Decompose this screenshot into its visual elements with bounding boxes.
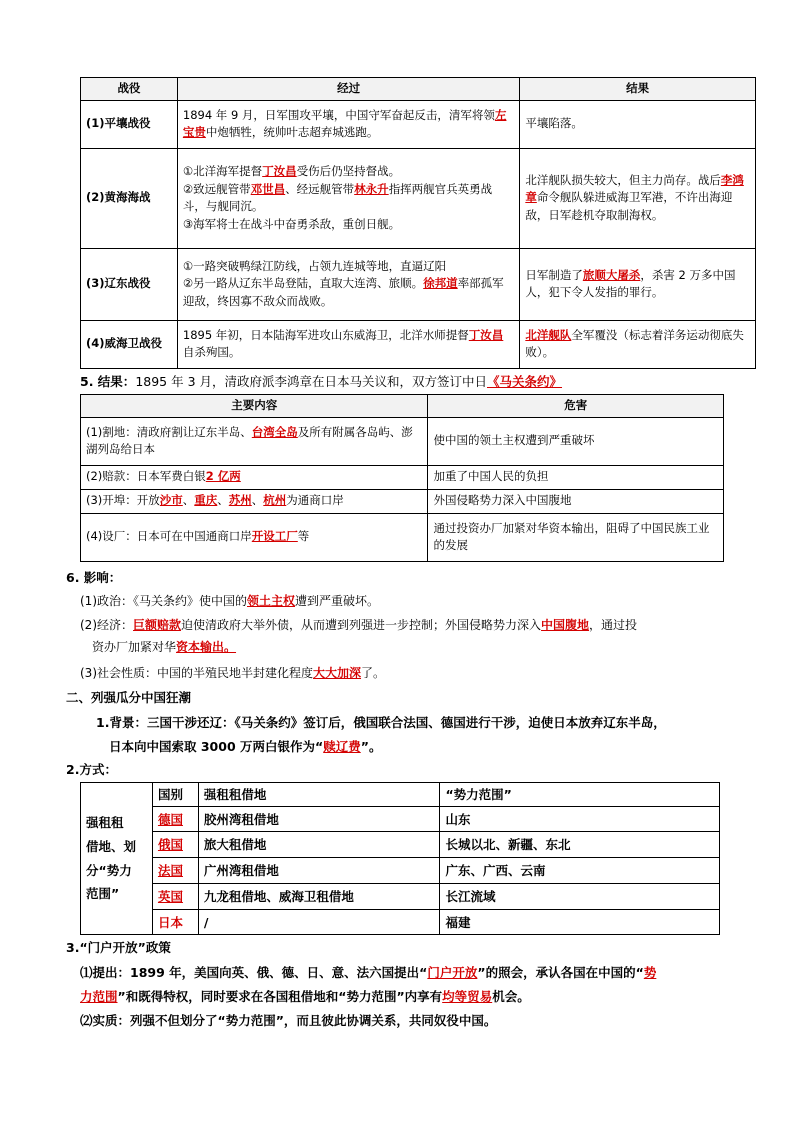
- side-label-line: 范围”: [86, 886, 120, 902]
- spheres-table: [80, 782, 720, 935]
- spheres-side-label: [81, 783, 153, 935]
- cell-line: [525, 327, 750, 363]
- treaty-harm: 外国侵略势力深入中国腹地: [428, 489, 724, 513]
- cell-line: [183, 181, 514, 217]
- text-segment: (2)赔款：日本军费白银: [86, 469, 206, 484]
- battles-header-cell: 结果: [520, 78, 756, 101]
- highlight-term: 资本输出。: [176, 640, 237, 654]
- highlight-term: 杭州: [263, 493, 287, 508]
- sphere-cell: 长城以北、新疆、东北: [440, 832, 720, 858]
- text-segment: 日军制造了: [525, 267, 583, 282]
- lease-cell: 旅大租借地: [198, 832, 440, 858]
- treaty-header-cell: 危害: [428, 395, 724, 418]
- spheres-header-cell: 国别: [152, 783, 198, 807]
- text-segment: 了。: [361, 666, 386, 680]
- treaty-row: [81, 465, 724, 489]
- highlight-term: 苏州: [228, 493, 252, 508]
- spheres-row: [81, 807, 720, 832]
- highlight-term: 台湾全岛: [251, 424, 298, 439]
- highlight-term: 中国腹地: [541, 618, 590, 632]
- spheres-row: [81, 858, 720, 884]
- lease-cell: 九龙租借地、威海卫租借地: [198, 884, 440, 910]
- side-label-line: 分“势力: [86, 862, 132, 878]
- highlight-term: 开设工厂: [251, 529, 298, 544]
- open-door-line-1: [80, 963, 656, 983]
- text-segment: 、经远舰管带: [285, 181, 355, 196]
- section5-line: [80, 372, 562, 392]
- spheres-row: [81, 910, 720, 935]
- section5-label: 5. 结果：: [80, 374, 136, 389]
- text-segment: 遭到严重破坏。: [295, 594, 380, 608]
- text-segment: (2)经济：: [80, 618, 133, 632]
- background-line-2: [109, 737, 381, 757]
- cell-line: [183, 216, 514, 234]
- text-segment: 平壤陷落。: [525, 116, 583, 131]
- cell-line: [183, 327, 514, 363]
- text-segment: (1)割地：清政府割让辽东半岛、: [86, 424, 252, 439]
- section5-text: 1895 年 3 月，清政府派李鸿章在日本马关议和，双方签订中日: [135, 374, 487, 389]
- impact-item: [92, 638, 236, 657]
- text-segment: 1894 年 9 月，日军围攻平壤，中国守军奋起反击，清军将领: [182, 107, 495, 122]
- battles-header-cell: 战役: [81, 78, 178, 101]
- cell-line: [183, 275, 514, 311]
- battle-name: (3)辽东战役: [81, 248, 178, 320]
- text-segment: 受伤后仍坚持督战。: [296, 163, 401, 178]
- battle-process: [177, 148, 519, 248]
- method-label: 2.方式：: [66, 762, 117, 777]
- treaty-content: [81, 513, 428, 561]
- section6-label: 6. 影响：: [66, 570, 122, 585]
- text-segment: 机会。: [492, 989, 530, 1004]
- text-segment: ，杀害 2 万多中国人，犯下令人发指的罪行。: [525, 267, 736, 300]
- text-segment: 、: [182, 493, 195, 508]
- text-segment: ②另一路从辽东半岛登陆，直取大连湾、旅顺。: [182, 276, 424, 291]
- impact-item: [80, 616, 637, 635]
- text-segment: ①北洋海军提督: [182, 163, 263, 178]
- open-door-line-3: [80, 1011, 496, 1031]
- spheres-header-cell: “势力范围”: [440, 783, 720, 807]
- text-segment: ”的照会，承认各国在中国的“: [477, 965, 644, 980]
- text-segment: ⑵实质：列强不但划分了“势力范围”，而且彼此协调关系，共同奴役中国。: [80, 1013, 497, 1028]
- country-cell: 法国: [152, 858, 198, 884]
- sphere-cell: 长江流域: [440, 884, 720, 910]
- sphere-cell: 福建: [440, 910, 720, 935]
- battle-name: (2)黄海海战: [81, 148, 178, 248]
- highlight-term: 2 亿两: [205, 469, 241, 484]
- battle-result: [520, 248, 756, 320]
- side-label-line: 强租租: [86, 815, 124, 831]
- cell-line: [183, 258, 514, 276]
- highlight-term: 丁汝昌: [468, 327, 504, 342]
- treaty-content: [81, 465, 428, 489]
- treaty-row: [81, 489, 724, 513]
- battle-result: [520, 148, 756, 248]
- cell-line: [183, 163, 514, 181]
- spheres-row: [81, 832, 720, 858]
- highlight-term: 李鸿章: [525, 172, 744, 205]
- battles-header-cell: 经过: [177, 78, 519, 101]
- sphere-cell: 山东: [440, 807, 720, 832]
- treaty-row: [81, 417, 724, 465]
- text-segment: 为通商口岸: [286, 493, 344, 508]
- cell-line: [525, 172, 750, 225]
- part2-heading: 二、列强瓜分中国狂潮: [66, 690, 192, 705]
- battle-result: [520, 320, 756, 368]
- highlight-term: 北洋舰队: [525, 327, 572, 342]
- highlight-term: 旅顺大屠杀: [582, 267, 641, 282]
- text-segment: 全军覆没（标志着洋务运动彻底失败）。: [525, 327, 744, 360]
- treaty-name: 《马关条约》: [487, 374, 563, 389]
- text-segment: 1895 年初，日本陆海军进攻山东威海卫，北洋水师提督: [182, 327, 469, 342]
- lease-cell: 广州湾租借地: [198, 858, 440, 884]
- treaty-header-cell: 主要内容: [81, 395, 428, 418]
- spheres-header-row: [81, 783, 720, 807]
- text-segment: (3)开埠：开放: [86, 493, 160, 508]
- highlight-term: 丁汝昌: [262, 163, 297, 178]
- battle-row: [81, 100, 756, 148]
- lease-cell: /: [198, 910, 440, 935]
- battles-table: [80, 77, 756, 369]
- sphere-cell: 广东、广西、云南: [440, 858, 720, 884]
- text-segment: ③海军将士在战斗中奋勇杀敌，重创日舰。: [182, 217, 401, 232]
- cell-line: [525, 115, 750, 133]
- highlight-term: 邓世昌: [250, 181, 286, 196]
- country-cell: 俄国: [152, 832, 198, 858]
- highlight-term: 领土主权: [247, 594, 296, 608]
- highlight-term: 林永升: [354, 181, 389, 196]
- highlight-term: 势: [643, 965, 657, 980]
- background-text: 日本向中国索取 3000 万两白银作为“: [109, 739, 324, 754]
- text-segment: 自杀殉国。: [182, 345, 241, 360]
- spheres-row: [81, 884, 720, 910]
- lease-cell: 胶州湾租借地: [198, 807, 440, 832]
- text-segment: 率部孤军迎敌，终因寡不敌众而战败。: [182, 276, 504, 309]
- text-segment: ，通过投: [589, 618, 638, 632]
- highlight-term: 大大加深: [313, 666, 362, 680]
- text-segment: ”和既得特权，同时要求在各国租借地和“势力范围”内享有: [117, 989, 443, 1004]
- text-segment: (1)政治：《马关条约》使中国的: [80, 594, 247, 608]
- text-segment: ⑴提出：1899 年，美国向英、俄、德、日、意、法六国提出“: [80, 965, 428, 980]
- battles-header-row: [81, 78, 756, 101]
- text-segment: 及所有附属各岛屿、澎湖列岛给日本: [86, 424, 413, 457]
- battle-row: [81, 248, 756, 320]
- background-line-1: 1.背景：三国干涉还辽：《马关条约》签订后，俄国联合法国、德国进行干涉，迫使日本放弃辽东半岛，: [96, 715, 666, 730]
- treaty-table: [80, 394, 724, 562]
- treaty-content: [81, 417, 428, 465]
- text-segment: 、: [217, 493, 229, 508]
- background-text-end: ”。: [360, 739, 382, 754]
- battle-name: (4)威海卫战役: [81, 320, 178, 368]
- treaty-harm: 使中国的领土主权遭到严重破坏: [428, 417, 724, 465]
- battle-process: [177, 100, 519, 148]
- highlight-term: 重庆: [194, 493, 218, 508]
- treaty-header-row: [81, 395, 724, 418]
- battle-process: [177, 248, 519, 320]
- side-label-line: 借地、划: [86, 838, 137, 854]
- battle-row: [81, 320, 756, 368]
- text-segment: (4)设厂：日本可在中国通商口岸: [86, 529, 252, 544]
- highlight-term: 左宝贵: [182, 107, 507, 140]
- open-door-line-2: [80, 987, 530, 1007]
- impact-item: [80, 592, 379, 611]
- battle-row: [81, 148, 756, 248]
- country-cell: 日本: [152, 910, 198, 935]
- treaty-harm: 加重了中国人民的负担: [428, 465, 724, 489]
- text-segment: (3)社会性质：中国的半殖民地半封建化程度: [80, 666, 313, 680]
- ransom-term: 赎辽费: [323, 739, 361, 754]
- highlight-term: 巨额赔款: [133, 618, 182, 632]
- highlight-term: 徐邦道: [423, 276, 458, 291]
- text-segment: 命令舰队躲进威海卫军港，不许出海迎敌，日军趁机夺取制海权。: [525, 190, 733, 223]
- treaty-row: [81, 513, 724, 561]
- text-segment: 迫使清政府大举外债，从而遭到列强进一步控制；外国侵略势力深入: [181, 618, 542, 632]
- country-cell: 德国: [152, 807, 198, 832]
- text-segment: 、: [251, 493, 264, 508]
- impact-item: [80, 664, 385, 683]
- text-segment: 资办厂加紧对华: [92, 640, 177, 654]
- text-segment: 指挥两舰官兵英勇战斗，与舰同沉。: [182, 181, 493, 214]
- battle-process: [177, 320, 519, 368]
- text-segment: ②致远舰管带: [182, 181, 251, 196]
- section3-heading: 3.“门户开放”政策: [66, 940, 171, 955]
- highlight-term: 力范围: [80, 989, 118, 1004]
- battle-name: (1)平壤战役: [81, 100, 178, 148]
- text-segment: 等: [297, 529, 310, 544]
- text-segment: ①一路突破鸭绿江防线，占领九连城等地，直逼辽阳: [182, 258, 447, 273]
- country-cell: 英国: [152, 884, 198, 910]
- cell-line: [525, 267, 750, 303]
- treaty-content: [81, 489, 428, 513]
- treaty-harm: 通过投资办厂加紧对华资本输出，阻碍了中国民族工业的发展: [428, 513, 724, 561]
- text-segment: 北洋舰队损失较大，但主力尚存。战后: [525, 172, 721, 187]
- highlight-term: 门户开放: [427, 965, 478, 980]
- highlight-term: 均等贸易: [442, 989, 493, 1004]
- text-segment: 中炮牺牲，统帅叶志超弃城逃跑。: [205, 125, 379, 140]
- spheres-header-cell: 强租租借地: [198, 783, 440, 807]
- cell-line: [183, 107, 514, 143]
- highlight-term: 沙市: [159, 493, 183, 508]
- battle-result: [520, 100, 756, 148]
